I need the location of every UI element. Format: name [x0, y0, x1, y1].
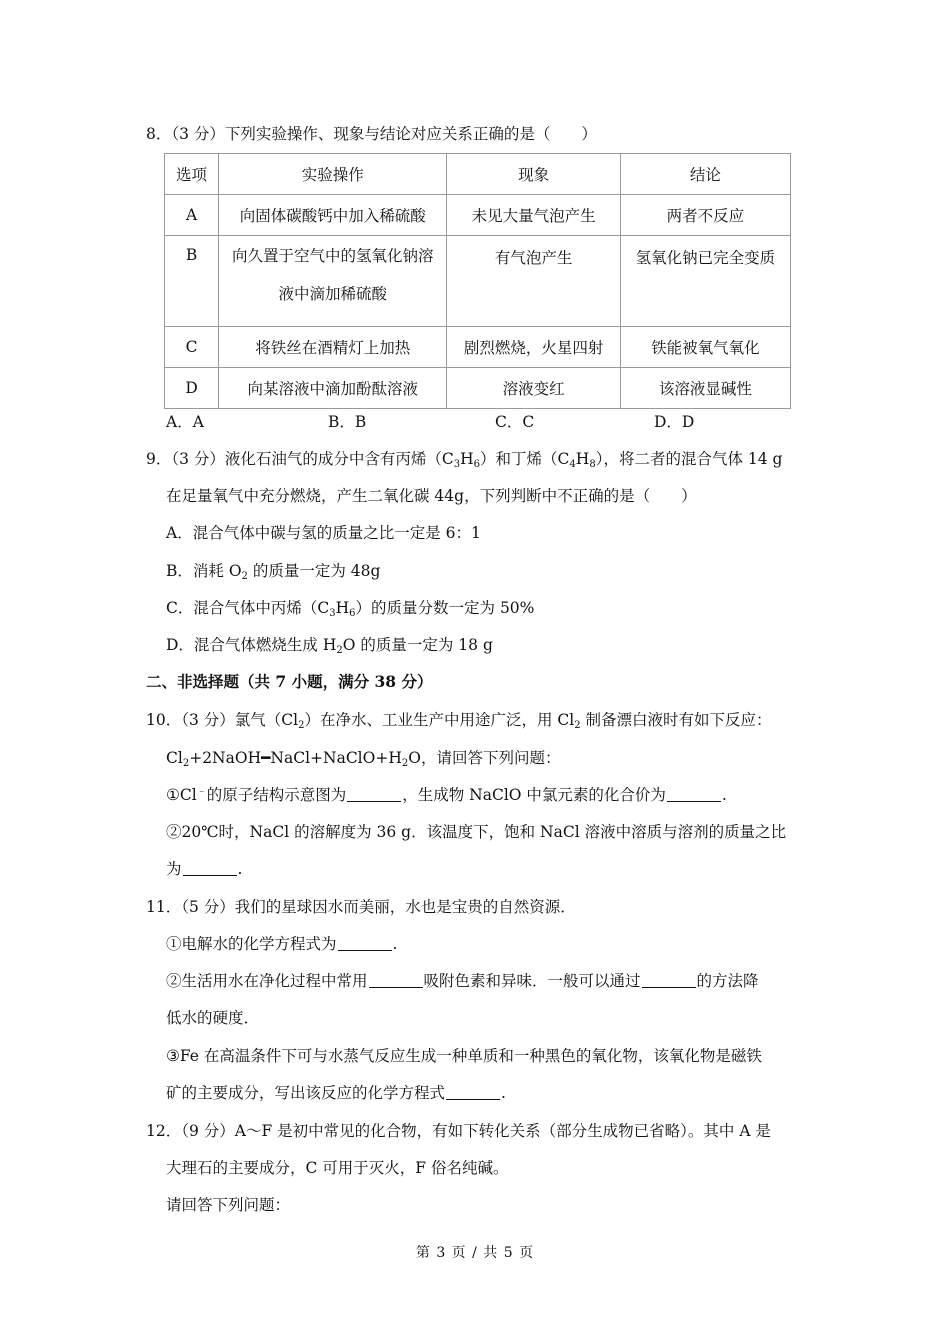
q11-part-2-cont: 低水的硬度．: [166, 1009, 260, 1027]
text: Cl: [166, 749, 183, 767]
row-b-operation-line-1: 向久置于空气中的氢氧化钠溶: [232, 247, 434, 265]
answer-blank[interactable]: [667, 787, 721, 802]
text: ①电解水的化学方程式为: [166, 935, 337, 953]
q9-option-a[interactable]: A．混合气体中碳与氢的质量之比一定是 6：1: [166, 524, 481, 542]
q8-option-c[interactable]: C．C: [495, 413, 535, 431]
subscript: 2: [336, 645, 343, 656]
table-cell: D: [165, 368, 219, 409]
text: B．消耗 O: [166, 562, 242, 580]
answer-blank[interactable]: [446, 1085, 500, 1100]
q8-option-d[interactable]: D．D: [654, 413, 695, 431]
q10-part-1: [166, 785, 727, 805]
q9-option-d[interactable]: [166, 635, 493, 655]
text: 的方法降: [696, 972, 759, 990]
text: D．混合气体燃烧生成 H: [166, 636, 337, 654]
text: O 的质量一定为 18 g: [342, 636, 493, 654]
subscript: 3: [453, 459, 461, 470]
table-cell: 将铁丝在酒精灯上加热: [219, 327, 447, 368]
text: ①Cl: [166, 786, 197, 804]
header-operation: 实验操作: [219, 154, 447, 195]
subscript: 2: [298, 720, 305, 731]
text: 的质量一定为 48g: [247, 562, 381, 580]
text: ）在净水、工业生产中用途广泛，用 Cl: [304, 711, 575, 729]
q12-prompt: 请回答下列问题：: [166, 1196, 291, 1214]
q11-part-2: [166, 971, 759, 991]
table-cell: 该溶液显碱性: [620, 368, 790, 409]
q8-stem: 8．（3 分）下列实验操作、现象与结论对应关系正确的是（ ）: [146, 125, 597, 143]
text: H: [460, 450, 474, 468]
superscript: ﹣: [196, 786, 207, 797]
subscript: 2: [401, 758, 409, 769]
page-footer: 第 3 页 / 共 5 页: [415, 1245, 535, 1261]
table-cell: 向某溶液中滴加酚酞溶液: [219, 368, 447, 409]
table-row: [165, 327, 791, 368]
text: C．混合气体中丙烯（C: [166, 599, 330, 617]
table-cell: 氢氧化钠已完全变质: [620, 236, 790, 327]
text: 的原子结构示意图为: [206, 786, 347, 804]
text: ）的质量分数一定为 50%: [355, 599, 535, 617]
q11-stem: 11．（5 分）我们的星球因水而美丽，水也是宝贵的自然资源．: [146, 898, 576, 916]
text: 矿的主要成分，写出该反应的化学方程式: [166, 1084, 446, 1102]
table-cell: 未见大量气泡产生: [447, 195, 620, 236]
q9-option-c[interactable]: [166, 598, 534, 618]
table-cell: [219, 236, 447, 327]
section-title: 二、非选择题（共 7 小题，满分 38 分）: [146, 672, 433, 691]
text: .: [237, 860, 243, 878]
table-cell: 有气泡产生: [447, 236, 620, 327]
q10-part-2-cont: [166, 859, 242, 879]
answer-blank[interactable]: [369, 973, 423, 988]
table-row: [165, 236, 791, 327]
text: O，请回答下列问题：: [408, 749, 561, 767]
q10-equation: [166, 748, 560, 768]
table-cell: A: [165, 195, 219, 236]
table-cell: 溶液变红: [447, 368, 620, 409]
q8-option-b[interactable]: B．B: [328, 413, 367, 431]
text: ，生成物 NaClO 中氯元素的化合价为: [402, 786, 666, 804]
table-cell: C: [165, 327, 219, 368]
table-cell: B: [165, 236, 219, 327]
answer-blank[interactable]: [642, 973, 696, 988]
text: ②生活用水在净化过程中常用: [166, 972, 368, 990]
subscript: 6: [349, 608, 356, 619]
table-cell: 向固体碳酸钙中加入稀硫酸: [219, 195, 447, 236]
q12-stem-line-1: 12．（9 分）A～F 是初中常见的化合物，有如下转化关系（部分生成物已省略）。其中 A 是: [146, 1122, 771, 1140]
header-conclusion: 结论: [620, 154, 790, 195]
text: 为: [166, 860, 182, 878]
q9-stem-line-2: 在足量氧气中充分燃烧，产生二氧化碳 44g，下列判断中不正确的是（ ）: [166, 487, 697, 505]
q9-stem-line-1: [146, 449, 782, 469]
table-row: [165, 195, 791, 236]
header-phenomenon: 现象: [447, 154, 620, 195]
row-b-operation-line-2: 液中滴加稀硫酸: [278, 285, 388, 303]
table-cell: 剧烈燃烧，火星四射: [447, 327, 620, 368]
text: 10．（3 分）氯气（Cl: [146, 711, 299, 729]
text: H: [575, 450, 590, 468]
answer-blank[interactable]: [338, 936, 392, 951]
subscript: 4: [569, 459, 576, 470]
q8-table: [164, 153, 791, 409]
text: 吸附色素和异味．一般可以通过: [423, 972, 641, 990]
q9-option-b[interactable]: [166, 561, 380, 581]
text: ）和丁烯（C: [480, 450, 570, 468]
subscript: 2: [574, 720, 581, 731]
text: .: [721, 786, 727, 804]
header-option: 选项: [165, 154, 219, 195]
subscript: 3: [329, 608, 336, 619]
text: .: [392, 935, 398, 953]
text: H: [335, 599, 350, 617]
text: 9．（3 分）液化石油气的成分中含有丙烯（C: [146, 450, 454, 468]
table-cell: 两者不反应: [620, 195, 790, 236]
answer-blank[interactable]: [347, 787, 401, 802]
subscript: 6: [473, 459, 481, 470]
text: .: [501, 1084, 506, 1102]
table-row: [165, 368, 791, 409]
q8-option-a[interactable]: A．A: [166, 413, 204, 431]
table-cell: 铁能被氧气氧化: [620, 327, 790, 368]
table-header-row: [165, 154, 791, 195]
q11-part-3-cont: [166, 1083, 506, 1103]
q12-stem-line-2: 大理石的主要成分，C 可用于灭火，F 俗名纯碱。: [166, 1159, 509, 1177]
q10-part-2: ②20℃时，NaCl 的溶解度为 36 g．该温度下，饱和 NaCl 溶液中溶质与溶剂的质量之比: [166, 823, 787, 841]
text: 制备漂白液时有如下反应：: [580, 711, 772, 729]
subscript: 2: [182, 758, 190, 769]
subscript: 2: [241, 571, 248, 582]
q11-part-3: ③Fe 在高温条件下可与水蒸气反应生成一种单质和一种黑色的氧化物，该氧化物是磁铁: [166, 1047, 762, 1065]
text: ），将二者的混合气体 14 g: [595, 450, 783, 468]
q10-line-1: [146, 710, 772, 730]
subscript: 8: [589, 459, 596, 470]
q11-part-1: [166, 934, 397, 954]
answer-blank[interactable]: [183, 861, 237, 876]
text: +2NaOH━NaCl+NaClO+H: [189, 749, 402, 767]
